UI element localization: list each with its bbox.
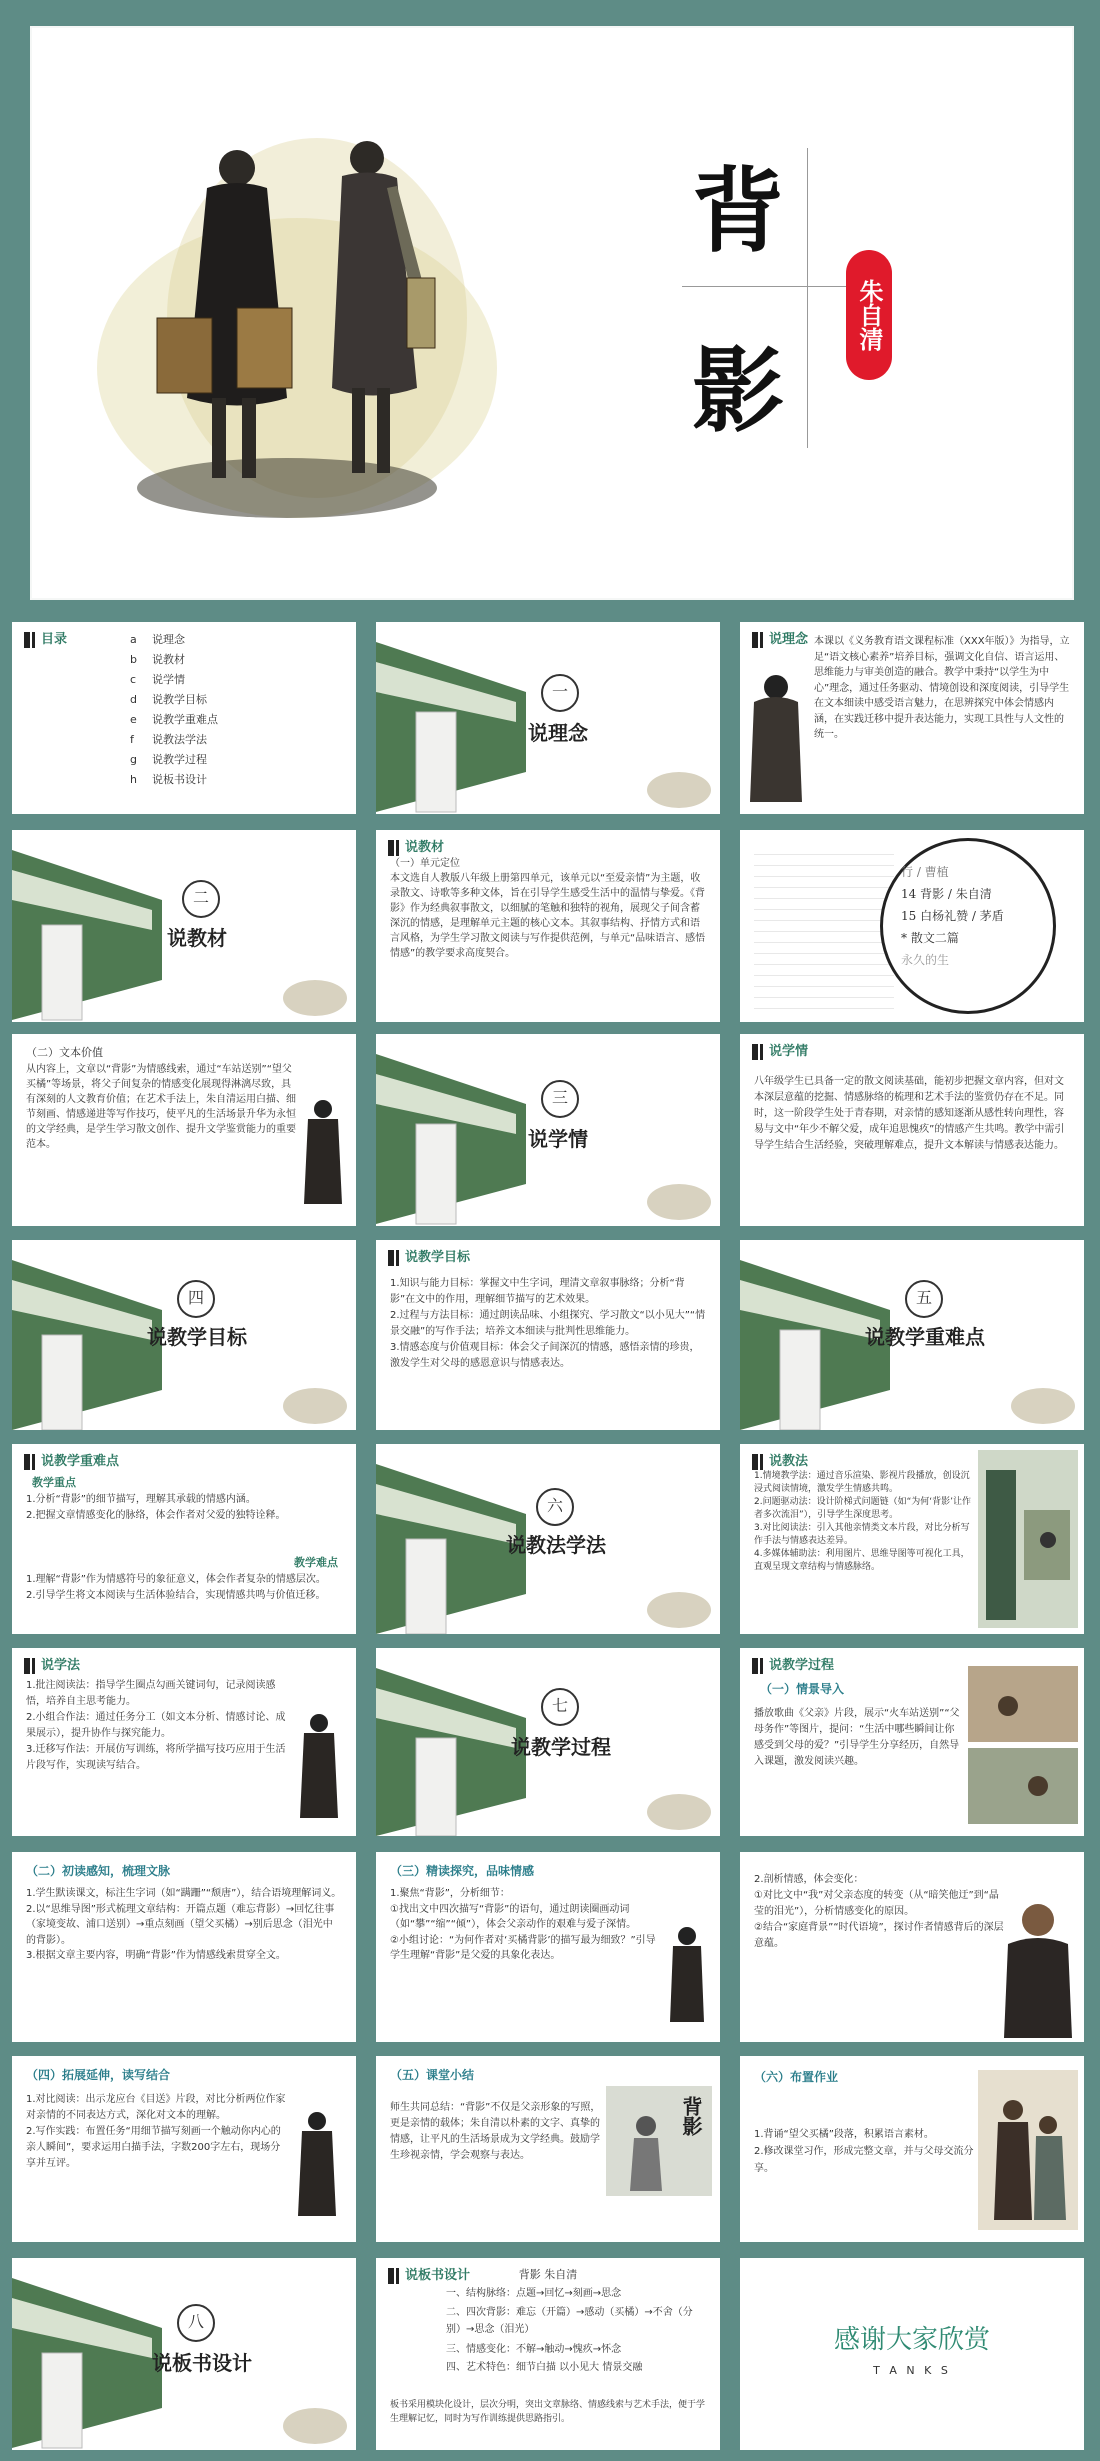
section-number: 三 xyxy=(541,1080,579,1118)
toc-letter: b xyxy=(130,653,137,666)
toc-title: 目录 xyxy=(24,630,67,650)
slide-body: 从内容上，文章以“背影”为情感线索，通过“车站送别”“望父买橘”等场景，将父子间复杂的情感变化展现得淋漓尽致，具有深刻的人文教育价值；在艺术手法上，朱自清运用白描、细节刻画、情感递进等写作技巧，使平凡的生活场景升华为永恒的文学经典，是学生学习散文创作、提升文学鉴赏能力的重要范本。 xyxy=(26,1064,296,1150)
slide-section-6[interactable] xyxy=(376,1444,720,1634)
section-label: 说学情 xyxy=(528,1127,588,1151)
father-son-illustration xyxy=(87,68,507,528)
slide-pouxi[interactable] xyxy=(740,1852,1084,2042)
toc-item-linian[interactable]: 说理念 xyxy=(152,633,185,646)
hero-title-char-1: 背 xyxy=(692,157,785,265)
book-page-lines xyxy=(754,844,894,1014)
slide-body: 2.剖析情感，体会变化： ①对比文中“我”对父亲态度的转变（从“暗笑他迂”到“晶莹的泪光”），分析情感变化的原因。 ②结合“家庭背景”“时代语境”，探讨作者情感背后的深层意蕴。 xyxy=(754,1874,1004,1949)
slide-title: 说理念 xyxy=(752,630,808,650)
slide-jiazhi[interactable] xyxy=(12,1034,356,1226)
walking-figure xyxy=(664,1922,710,2032)
slide-title: 说学情 xyxy=(752,1042,808,1062)
bag-illustration xyxy=(644,1172,714,1222)
slide-thanks[interactable] xyxy=(740,2258,1084,2450)
bag-illustration xyxy=(280,2396,350,2446)
slide-title: 说教学重难点 xyxy=(24,1452,119,1472)
bag-illustration xyxy=(1008,1376,1078,1426)
father-silhouette xyxy=(740,662,812,812)
slide-body: 1.学生默读课文，标注生字词（如“蹒跚”“颓唐”），结合语境理解词义。 2.以“思维导图”形式梳理文章结构：开篇点题（难忘背影）→回忆往事（家境变故、浦口送别）→重点刻画（望父买橘）→别后思念（泪光中的背影）。 3.根据文章主要内容，明确“背影”作为情感线索贯穿全文。 xyxy=(26,1888,342,1961)
slide-toc[interactable] xyxy=(12,622,356,814)
difficulty-body: 1.理解“背影”作为情感符号的象征意义，体会作者复杂的情感层次。 2.引导学生将文本阅读与生活体验结合，实现情感共鸣与价值迁移。 xyxy=(26,1574,326,1601)
board-line: 二、四次背影：难忘（开篇）→感动（买橘）→不舍（分别）→思念（泪光） xyxy=(446,2307,693,2335)
hero-divider-horizontal xyxy=(682,286,852,287)
slide-body: 1.背诵“望父买橘”段落，积累语言素材。 2.修改课堂习作，形成完整文章，并与父母交流分享。 xyxy=(754,2129,974,2174)
step-heading: （五）课堂小结 xyxy=(390,2068,475,2082)
train-illustration xyxy=(376,1034,546,1226)
bag-illustration xyxy=(644,1782,714,1832)
toc-item-jiaofa[interactable]: 说教法学法 xyxy=(152,733,207,746)
section-label: 说教学过程 xyxy=(511,1735,611,1759)
section-number: 八 xyxy=(177,2304,215,2342)
slide-section-3[interactable] xyxy=(376,1034,720,1226)
section-label: 说教材 xyxy=(167,926,227,950)
toc-letter: g xyxy=(130,753,137,766)
slide-body: 播放歌曲《父亲》片段，展示“火车站送别”“父母务作”等图片，提问：“生活中哪些瞬间让你感受到父母的爱？”引导学生分享经历，自然导入课题，激发阅读兴趣。 xyxy=(754,1708,960,1767)
slide-zuoye[interactable] xyxy=(740,2056,1084,2242)
bag-illustration xyxy=(280,968,350,1018)
toc-letter: c xyxy=(130,673,137,686)
step-heading: （四）拓展延伸，读写结合 xyxy=(26,2068,171,2082)
slide-body: 1.知识与能力目标：掌握文中生字词，理清文章叙事脉络；分析“背影”在文中的作用，理解细节描写的艺术效果。 2.过程与方法目标：通过朗读品味、小组探究、学习散文“以小见大”“情景交融”的写作手法；培养文本细读与批判性思维能力。 3.情感态度与价值观目标：体会父子间深沉的情感，感悟亲情的珍贵，激发学生对父母的感恩意识与情感表达。 xyxy=(390,1278,706,1369)
toc-item-jiaocai[interactable]: 说教材 xyxy=(152,653,185,666)
toc-letter: h xyxy=(130,773,137,786)
slide-title: 说学法 xyxy=(24,1656,80,1676)
thanks-subtext: T A N K S xyxy=(873,2364,951,2377)
section-label: 说教法学法 xyxy=(506,1533,606,1557)
toc-letter: e xyxy=(130,713,137,726)
toc-item-mubiao[interactable]: 说教学目标 xyxy=(152,693,207,706)
toc-items xyxy=(152,630,218,790)
step-heading: （六）布置作业 xyxy=(754,2070,839,2084)
toc-letter: f xyxy=(130,733,134,746)
magnified-line: 14 背影 / 朱自清 xyxy=(901,887,992,901)
father-son-painting xyxy=(978,2070,1078,2230)
board-head: 背影 朱自清 xyxy=(518,2268,578,2281)
magnified-line: 永久的生 xyxy=(901,953,950,967)
magnified-line: * 散文二篇 xyxy=(901,931,959,945)
walking-figure xyxy=(294,1708,344,1828)
section-number: 二 xyxy=(182,880,220,918)
walking-figure xyxy=(292,2106,342,2226)
section-label: 说理念 xyxy=(528,721,588,745)
step-heading: （一）情景导入 xyxy=(760,1682,845,1696)
difficulty-heading: 教学难点 xyxy=(294,1556,338,1569)
slide-xueqing[interactable] xyxy=(740,1034,1084,1226)
section-number: 五 xyxy=(905,1280,943,1318)
slide-section-5[interactable] xyxy=(740,1240,1084,1430)
slide-section-2[interactable] xyxy=(12,830,356,1022)
section-label: 说板书设计 xyxy=(152,2351,252,2375)
section-label: 说教学目标 xyxy=(147,1325,247,1349)
father-portrait xyxy=(1000,1892,1076,2038)
toc-letter: d xyxy=(130,693,137,706)
slide-section-4[interactable] xyxy=(12,1240,356,1430)
slide-book-magnifier[interactable] xyxy=(740,830,1084,1022)
toc-letter: a xyxy=(130,633,137,646)
walking-figure xyxy=(298,1094,348,1214)
bag-illustration xyxy=(644,1580,714,1630)
key-point-body: 1.分析“背影”的细节描写，理解其承载的情感内涵。 2.把握文章情感变化的脉络，体会作者对父爱的独特诠释。 xyxy=(26,1494,286,1521)
slide-chudu[interactable] xyxy=(12,1852,356,2042)
slide-body: 本课以《义务教育语文课程标准（XXX年版）》为指导，立足“语文核心素养”培养目标，强调文化自信、语言运用、思维能力与审美创造的融合。教学中秉持“以学生为中心”理念，通过任务驱动、情境创设和深度阅读，引导学生在文本细读中感受语言魅力，在思辨探究中体会情感内涵，在实践迁移中提升表达能力，实现工具性与人文性的统一。 xyxy=(814,636,1070,740)
board-line: 一、结构脉络：点题→回忆→刻画→思念 xyxy=(446,2288,622,2299)
slide-body: 师生共同总结：“背影”不仅是父亲形象的写照，更是亲情的载体；朱自清以朴素的文字、真挚的情感，让平凡的生活场景成为文学经典。鼓励学生珍视亲情，学会观察与表达。 xyxy=(390,2102,601,2161)
toc-item-xueqing[interactable]: 说学情 xyxy=(152,673,185,686)
slide-jiaofa[interactable] xyxy=(740,1444,1084,1634)
slide-xiaojie[interactable] xyxy=(376,2056,720,2242)
family-photos xyxy=(968,1666,1078,1826)
section-number: 七 xyxy=(541,1688,579,1726)
magnifier-circle xyxy=(880,838,1056,1014)
author-seal-text: 朱自清 xyxy=(855,279,883,351)
calligraphy-text: 背影 xyxy=(679,2096,703,2136)
slide-mubiao[interactable] xyxy=(376,1240,720,1430)
slide-body: 1.对比阅读：出示龙应台《目送》片段，对比分析两位作家对亲情的不同表达方式，深化对文本的理解。 2.写作实践：布置任务“用细节描写刻画一个触动你内心的亲人瞬间”，要求运用白描手法，字数200字左右，现场分享并互评。 xyxy=(26,2094,286,2169)
slide-banshu[interactable] xyxy=(376,2258,720,2450)
slide-section-7[interactable] xyxy=(376,1648,720,1836)
slide-title: 说板书设计 xyxy=(388,2266,470,2286)
step-heading: （三）精读探究，品味情感 xyxy=(390,1864,535,1878)
slide-title: 说教材 xyxy=(388,838,444,858)
bag-illustration xyxy=(280,1376,350,1426)
slide-section-8[interactable] xyxy=(12,2258,356,2450)
slide-section-1[interactable] xyxy=(376,622,720,814)
toc-item-zhongnan[interactable]: 说教学重难点 xyxy=(152,713,218,726)
section-number: 一 xyxy=(541,674,579,712)
slide-body: （一）单元定位 本文选自人教版八年级上册第四单元，该单元以“至爱亲情”为主题，收录散文、诗歌等多种文体，旨在引导学生感受生活中的温情与挚爱。《背影》作为经典叙事散文，以细腻的笔触和独特的视角，展现父子间含蓄深沉的情感，是理解单元主题的核心文本。其叙事结构、抒情方式和语言风格，为学生学习散文阅读与写作提供范例，与单元“品味语言、感悟情感”的教学要求高度契合。 xyxy=(390,858,706,959)
hero-divider-vertical xyxy=(807,148,808,448)
slide-jingdu[interactable] xyxy=(376,1852,720,2042)
slide-title: 说教学过程 xyxy=(752,1656,834,1676)
slide-linian[interactable] xyxy=(740,622,1084,814)
slide-zhongnan[interactable] xyxy=(12,1444,356,1634)
slide-xuefa[interactable] xyxy=(12,1648,356,1836)
slide-body: 1.批注阅读法：指导学生圈点勾画关键词句，记录阅读感悟，培养自主思考能力。 2.小组合作法：通过任务分工（如文本分析、情感讨论、成果展示），提升协作与探究能力。 3.迁移写作法：开展仿写训练，将所学描写技巧应用于生活片段写作，实现读写结合。 xyxy=(26,1680,286,1771)
section-number: 四 xyxy=(177,1280,215,1318)
station-illustration xyxy=(978,1450,1078,1628)
magnified-line: 行 / 曹植 xyxy=(901,865,949,879)
slide-body: 八年级学生已具备一定的散文阅读基础，能初步把握文章内容，但对文本深层意蕴的挖掘、情感脉络的梳理和艺术手法的鉴赏仍存在不足。同时，这一阶段学生处于青春期，对亲情的感知逐渐从感性转向理性，容易与文中“年少不解父爱，成年追思愧疚”的情感产生共鸣。教学中需引导学生结合生活经验，突破理解难点，提升文本解读与情感表达能力。 xyxy=(754,1076,1065,1151)
board-note: 板书采用模块化设计，层次分明，突出文章脉络、情感线索与艺术手法，便于学生理解记忆，同时为写作训练提供思路指引。 xyxy=(390,2400,706,2425)
step-heading: （二）初读感知，梳理文脉 xyxy=(26,1864,171,1878)
toc-item-banshu[interactable]: 说板书设计 xyxy=(152,773,207,786)
cover-slide[interactable] xyxy=(30,26,1074,600)
slide-title: 说教法 xyxy=(752,1452,808,1472)
slide-guocheng[interactable] xyxy=(740,1648,1084,1836)
train-illustration xyxy=(12,830,182,1022)
train-illustration xyxy=(376,622,546,814)
bag-illustration xyxy=(644,760,714,810)
author-seal xyxy=(846,250,892,380)
toc-letters xyxy=(130,630,137,790)
slide-subtitle: （二）文本价值 xyxy=(26,1046,103,1059)
slide-body: 1.聚焦“背影”，分析细节： ①找出文中四次描写“背影”的语句，通过朗读圈画动词（如“攀”“缩”“倾”），体会父亲动作的艰难与爱子深情。 ②小组讨论：“为何作者对‘买橘背影’的描写最为细致？”引导学生理解“背影”是父爱的具象化表达。 xyxy=(390,1888,656,1961)
thanks-text: 感谢大家欣赏 xyxy=(833,2325,990,2355)
slide-body: 1.情境教学法：通过音乐渲染、影视片段播放，创设沉浸式阅读情境，激发学生情感共鸣。 2.问题驱动法：设计阶梯式问题链（如“为何‘背影’让作者多次流泪”），引导学生深度思考。 3.对比阅读法：引入其他亲情类文本片段，对比分析写作手法与情感表达差异。 4.多媒体辅助法：利用图片、思维导图等可视化工具，直观呈现文章结构与情感脉络。 xyxy=(754,1471,971,1573)
key-point-heading: 教学重点 xyxy=(32,1476,76,1489)
magnified-line: 15 白杨礼赞 / 茅盾 xyxy=(901,909,1004,923)
section-label: 说教学重难点 xyxy=(865,1325,985,1349)
board-line: 三、情感变化：不解→触动→愧疚→怀念 xyxy=(446,2344,622,2355)
section-number: 六 xyxy=(536,1488,574,1526)
slide-jiaocai[interactable] xyxy=(376,830,720,1022)
slide-tuozhan[interactable] xyxy=(12,2056,356,2242)
slide-title: 说教学目标 xyxy=(388,1248,470,1268)
toc-item-guocheng[interactable]: 说教学过程 xyxy=(152,753,207,766)
board-line: 四、艺术特色：细节白描 以小见大 情景交融 xyxy=(446,2362,643,2373)
hero-title-char-2: 影 xyxy=(692,337,785,445)
